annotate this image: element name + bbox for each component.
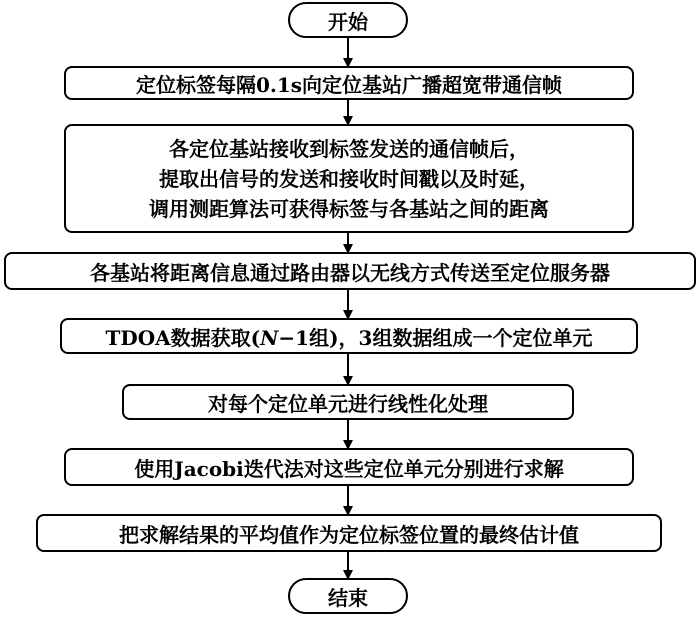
step-1-label: 定位标签每隔0.1s向定位基站广播超宽带通信帧 bbox=[135, 72, 563, 97]
step-7-label: 把求解结果的平均值作为定位标签位置的最终估计值 bbox=[119, 522, 579, 547]
step-5-linearize bbox=[122, 384, 574, 420]
step-2-ranging bbox=[64, 124, 634, 233]
start-node bbox=[288, 2, 408, 38]
step-6-label: 使用Jacobi迭代法对这些定位单元分别进行求解 bbox=[134, 456, 564, 481]
step-6-jacobi bbox=[64, 448, 634, 486]
step-5-label: 对每个定位单元进行线性化处理 bbox=[208, 391, 488, 416]
step-4-prefix: TDOA数据获取( bbox=[105, 325, 261, 350]
step-3-label: 各基站将距离信息通过路由器以无线方式传送至定位服务器 bbox=[90, 260, 610, 285]
end-label: 结束 bbox=[328, 585, 368, 610]
step-2-line-2: 提取出信号的发送和接收时间戳以及时延， bbox=[159, 166, 539, 191]
step-1-broadcast bbox=[64, 66, 634, 100]
step-3-transmit bbox=[4, 252, 696, 290]
step-7-average bbox=[36, 514, 662, 552]
step-4-suffix: −1组)，3组数据组成一个定位单元 bbox=[278, 325, 593, 350]
step-4-label bbox=[106, 322, 593, 351]
step-4-italic-n: N bbox=[260, 325, 279, 350]
step-2-line-3: 调用测距算法可获得标签与各基站之间的距离 bbox=[149, 196, 549, 221]
step-2-line-1: 各定位基站接收到标签发送的通信帧后， bbox=[169, 136, 529, 161]
start-label: 开始 bbox=[328, 9, 368, 34]
end-node bbox=[288, 578, 408, 614]
step-4-tdoa bbox=[60, 318, 638, 354]
